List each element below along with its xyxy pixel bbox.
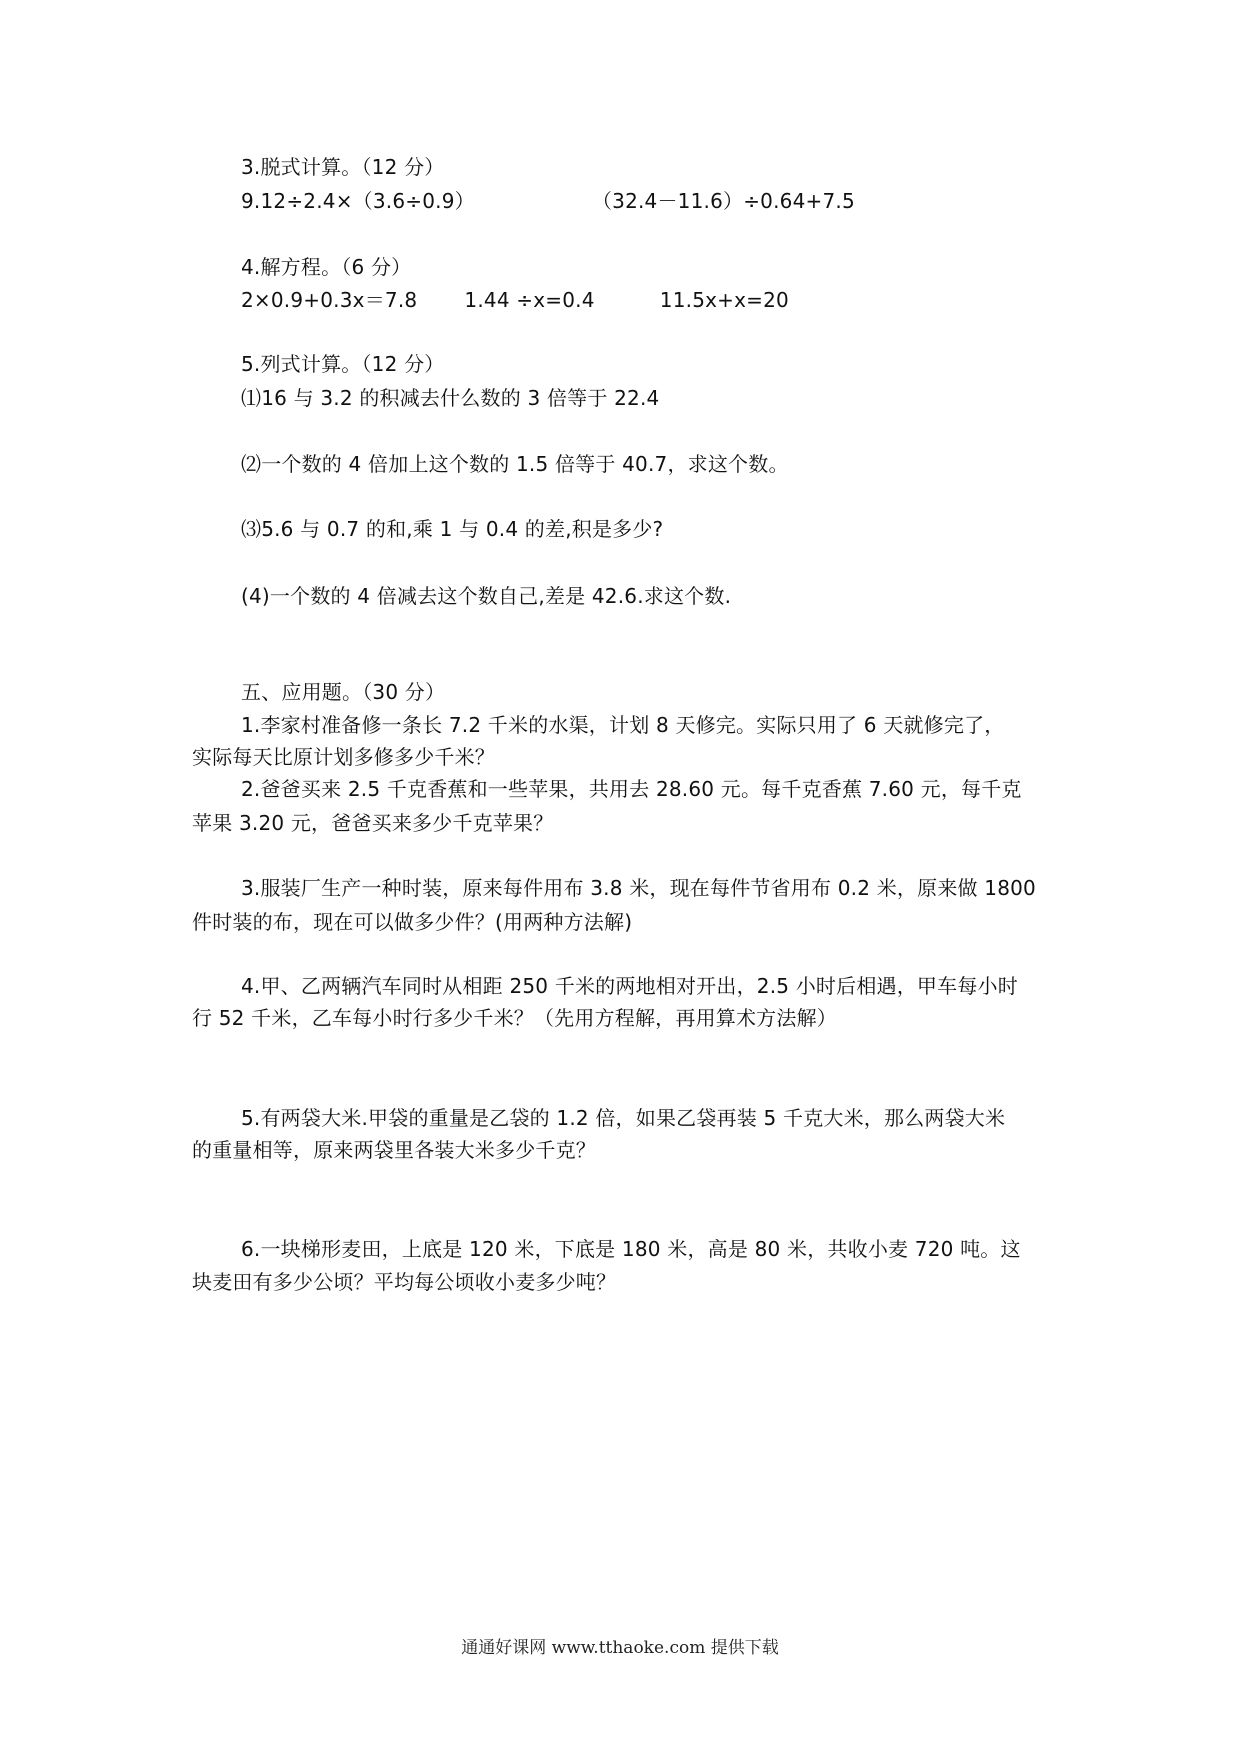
section-5-item: (4)一个数的 4 倍减去这个数自己,差是 42.6.求这个数. — [241, 584, 732, 608]
section-3-title: 3.脱式计算。（12 分） — [241, 155, 445, 179]
problem-2-line-2: 苹果 3.20 元，爸爸买来多少千克苹果？ — [192, 811, 554, 835]
section-5-title: 5.列式计算。（12 分） — [241, 352, 445, 376]
section-5-item: ⑵一个数的 4 倍加上这个数的 1.5 倍等于 40.7，求这个数。 — [241, 452, 789, 476]
problem-4-line-1: 4.甲、乙两辆汽车同时从相距 250 千米的两地相对开出，2.5 小时后相遇，甲车每小时 — [241, 974, 1018, 998]
section-4-equations — [241, 288, 789, 312]
problem-2-line-1: 2.爸爸买来 2.5 千克香蕉和一些苹果，共用去 28.60 元。每千克香蕉 7.60 元，每千克 — [241, 777, 1022, 801]
section-4-title: 4.解方程。（6 分） — [241, 255, 412, 279]
problem-3-line-1: 3.服装厂生产一种时装，原来每件用布 3.8 米，现在每件节省用布 0.2 米，原来做 1800 — [241, 876, 1036, 900]
problem-5-line-1: 5.有两袋大米.甲袋的重量是乙袋的 1.2 倍，如果乙袋再装 5 千克大米，那么两袋大米 — [241, 1106, 1006, 1130]
problem-6-line-2: 块麦田有多少公顷？平均每公顷收小麦多少吨？ — [192, 1270, 617, 1294]
problem-4-line-2: 行 52 千米，乙车每小时行多少千米？（先用方程解，再用算术方法解） — [192, 1006, 837, 1030]
section-3-expressions — [241, 189, 855, 213]
problem-6-line-1: 6.一块梯形麦田，上底是 120 米，下底是 180 米，高是 80 米，共收小麦 720 吨。这 — [241, 1237, 1021, 1261]
section-4-eq-2: 1.44 ÷x=0.4 — [464, 288, 595, 312]
problem-1-line-2: 实际每天比原计划多修多少千米？ — [192, 745, 495, 769]
problem-5-line-2: 的重量相等，原来两袋里各装大米多少千克？ — [192, 1138, 596, 1162]
problem-1-line-1: 1.李家村准备修一条长 7.2 千米的水渠，计划 8 天修完。实际只用了 6 天就修完了， — [241, 713, 1005, 737]
section-5-item: ⑶5.6 与 0.7 的和,乘 1 与 0.4 的差,积是多少? — [241, 517, 664, 541]
section-5-item: ⑴16 与 3.2 的积减去什么数的 3 倍等于 22.4 — [241, 386, 660, 410]
section-3-expr-2: （32.4－11.6）÷0.64+7.5 — [591, 189, 855, 213]
section-five-title: 五、应用题。（30 分） — [241, 680, 446, 704]
section-4-eq-3: 11.5x+x=20 — [659, 288, 789, 312]
problem-3-line-2: 件时装的布，现在可以做多少件？(用两种方法解) — [192, 910, 633, 934]
section-4-eq-1: 2×0.9+0.3x＝7.8 — [241, 288, 418, 312]
footer-source-text: 通通好课网 www.tthaoke.com 提供下载 — [461, 1638, 779, 1658]
section-3-expr-1: 9.12÷2.4×（3.6÷0.9） — [241, 189, 475, 213]
